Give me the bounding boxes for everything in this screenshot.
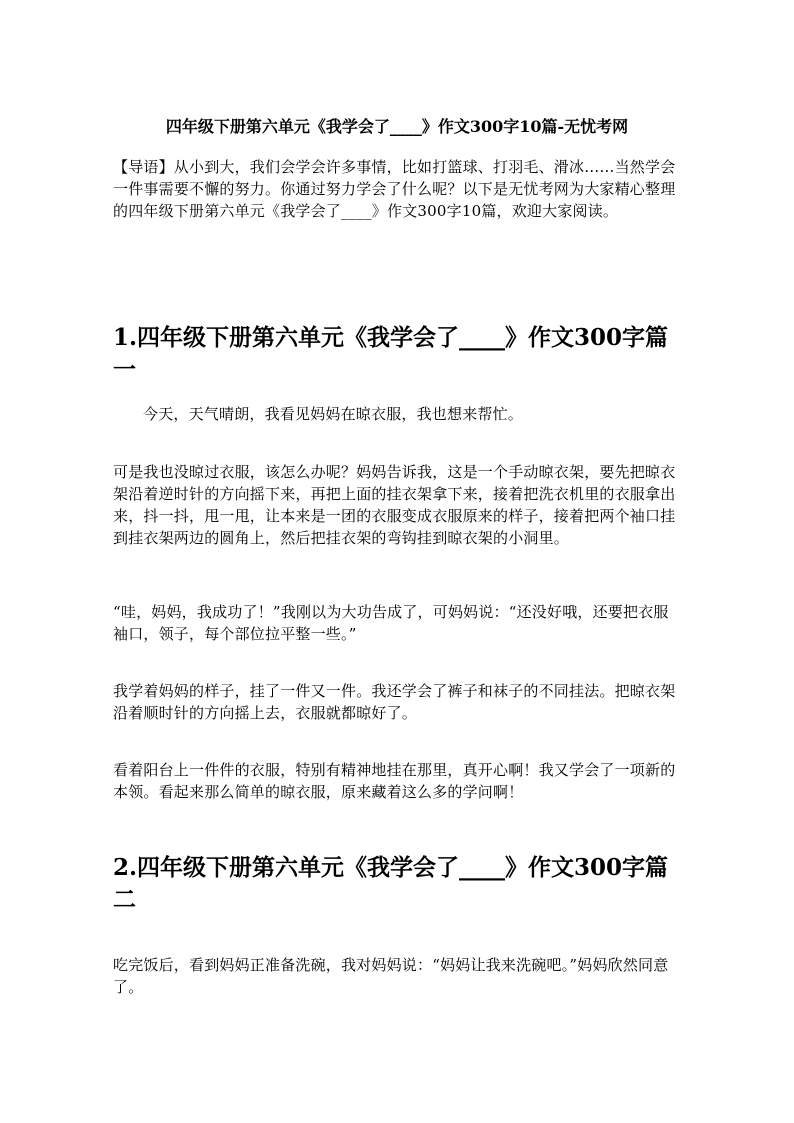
section-1-paragraph-2: 可是我也没晾过衣服，该怎么办呢？妈妈告诉我，这是一个手动晾衣架，要先把晾衣架沿着逆时针的方向摇下来，再把上面的挂衣架拿下来，接着把洗衣机里的衣服拿出来，抖一抖，甩一甩，让本来是一团的衣服变成衣服原来的样子，接着把两个袖口挂到挂衣架两边的圆角上，然后把挂衣架的弯钩挂到晾衣架的小洞里。 xyxy=(113,463,676,547)
section-heading-2: 2.四年级下册第六单元《我学会了____》作文300字篇二 xyxy=(113,854,669,913)
section-1-paragraph-3: “哇，妈妈，我成功了！”我刚以为大功告成了，可妈妈说：“还没好哦，还要把衣服袖口，领子，每个部位拉平整一些。” xyxy=(113,603,669,643)
document-title: 四年级下册第六单元《我学会了____》作文300字10篇-无忧考网 xyxy=(165,117,629,136)
section-1-paragraph-1: 今天，天气晴朗，我看见妈妈在晾衣服，我也想来帮忙。 xyxy=(143,405,524,423)
section-1-paragraph-4: 我学着妈妈的样子，挂了一件又一件。我还学会了裤子和袜子的不同挂法。把晾衣架沿着顺时针的方向摇上去，衣服就都晾好了。 xyxy=(113,682,676,722)
section-heading-1: 1.四年级下册第六单元《我学会了____》作文300字篇一 xyxy=(113,324,669,383)
section-2-paragraph-1: 吃完饭后，看到妈妈正准备洗碗，我对妈妈说：“妈妈让我来洗碗吧。”妈妈欣然同意了。 xyxy=(113,956,669,996)
intro-paragraph: 【导语】从小到大，我们会学会许多事情，比如打篮球、打羽毛、滑冰……当然学会一件事需要不懈的努力。你通过努力学会了什么呢？以下是无忧考网为大家精心整理的四年级下册第六单元《我学会了____》作文300字10篇，欢迎大家阅读。 xyxy=(113,158,676,220)
section-1-paragraph-5: 看着阳台上一件件的衣服，特别有精神地挂在那里，真开心啊！我又学会了一项新的本领。看起来那么简单的晾衣服，原来藏着这么多的学问啊！ xyxy=(113,761,676,801)
